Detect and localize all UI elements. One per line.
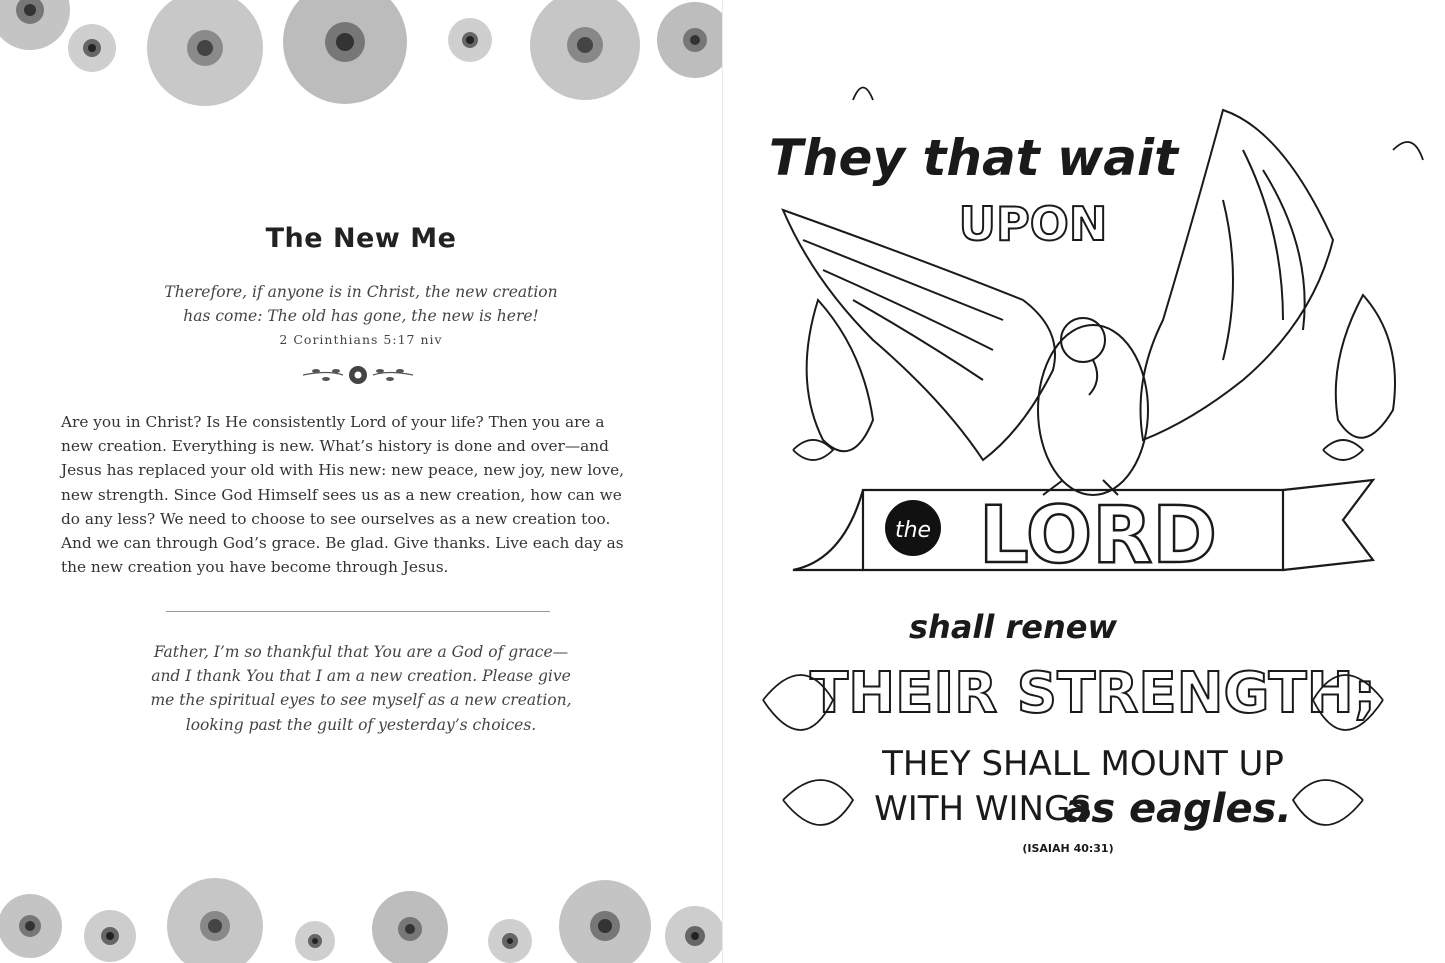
devotional-body	[61, 410, 671, 579]
prayer-line: me the spiritual eyes to see myself as a new creation,	[150, 691, 572, 710]
text-upon: UPON	[958, 197, 1108, 251]
text-they-that-wait: They that wait	[768, 129, 1178, 187]
text-the: the	[894, 518, 932, 543]
text-they-shall-mount-up: THEY SHALL MOUNT UP	[882, 744, 1284, 784]
flower-icon	[0, 878, 722, 963]
verse-reference: 2 Corinthians 5:17 niv	[279, 332, 443, 347]
floral-ornament-icon	[298, 360, 418, 390]
section-divider	[166, 611, 550, 612]
text-with-wings: WITH WINGS	[874, 789, 1092, 829]
body-line: And we can through God’s grace. Be glad. Give thanks. Live each day as	[61, 534, 624, 553]
body-line: new creation. Everything is new. What’s history is done and over—and	[61, 437, 609, 456]
body-line: Jesus has replaced your old with His new: new peace, new joy, new love,	[61, 461, 625, 480]
flower-border-top	[0, 0, 722, 112]
prayer-line: Father, I’m so thankful that You are a God of grace—	[153, 643, 569, 661]
right-page	[722, 0, 1445, 963]
page-title: The New Me	[265, 223, 457, 254]
left-page	[0, 0, 722, 963]
prayer-line: looking past the guilt of yesterday’s choices.	[185, 715, 537, 734]
text-their-strength: THEIR STRENGTH;	[810, 661, 1376, 726]
prayer-text	[0, 640, 722, 737]
body-line: Are you in Christ? Is He consistently Lord of your life? Then you are a	[61, 413, 605, 431]
flower-icon	[0, 0, 722, 106]
body-line: the new creation you have become through Jesus.	[61, 558, 449, 577]
coloring-illustration	[723, 0, 1445, 963]
scripture-verse	[0, 280, 722, 328]
body-line: new strength. Since God Himself sees us as a new creation, how can we	[61, 485, 622, 504]
text-reference: (ISAIAH 40:31)	[1022, 842, 1114, 855]
verse-line: Therefore, if anyone is in Christ, the new creation	[164, 283, 558, 301]
body-line: do any less? We need to choose to see ourselves as a new creation too.	[61, 509, 611, 528]
prayer-line: and I thank You that I am a new creation. Please give	[151, 667, 571, 686]
flower-border-bottom	[0, 841, 722, 963]
text-shall-renew: shall renew	[908, 608, 1118, 646]
text-lord: LORD	[978, 491, 1218, 581]
verse-line: has come: The old has gone, the new is here!	[183, 307, 539, 325]
text-as-eagles: as eagles.	[1064, 786, 1292, 832]
